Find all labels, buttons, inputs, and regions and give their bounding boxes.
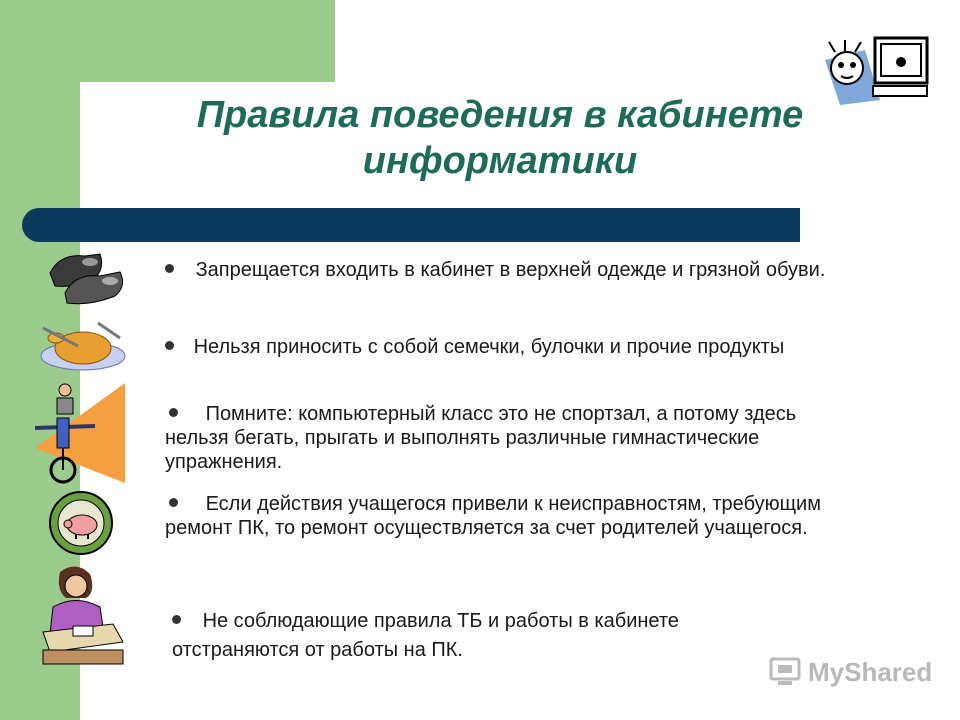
myshared-watermark — [768, 656, 932, 688]
rule-text-5: Не соблюдающие правила ТБ и работы в кабинете отстраняются от работы на ПК. — [172, 610, 679, 661]
roast-chicken-icon — [38, 318, 128, 373]
title-divider-bar — [22, 208, 800, 242]
bullet-icon — [172, 615, 181, 624]
rule-text-1: Запрещается входить в кабинет в верхней одежде и грязной обуви. — [195, 259, 826, 281]
watermark-text: MyShared — [808, 656, 933, 687]
white-corner-curve — [80, 82, 140, 142]
rule-item-5 — [172, 607, 802, 665]
slide-title — [140, 92, 860, 184]
rule-item-2 — [165, 335, 815, 359]
rule-text-2: Нельзя приносить с собой семечки, булочки и прочие продукты — [193, 336, 785, 358]
bullet-icon — [169, 408, 178, 417]
rule-item-3 — [165, 402, 845, 474]
bullet-icon — [169, 498, 178, 507]
acrobat-icon — [35, 378, 130, 488]
rule-item-4 — [165, 492, 825, 540]
rule-text-3: Помните: компьютерный класс это не спортзал, а потому здесь нельзя бегать, прыгать и выполнять различные гимнастические упражнения. — [165, 403, 797, 473]
myshared-logo-icon — [768, 656, 802, 688]
piggy-bank-icon — [48, 490, 114, 556]
rule-item-1 — [165, 258, 890, 282]
student-writing-icon — [38, 562, 126, 667]
title-line-2: информатики — [362, 140, 638, 182]
bullet-icon — [165, 264, 174, 273]
shoes-icon — [45, 248, 130, 306]
title-line-1: Правила поведения в кабинете — [196, 94, 804, 136]
computer-character-icon — [815, 30, 935, 105]
rule-text-4: Если действия учащегося привели к неисправностям, требующим ремонт ПК, то ремонт осуществляется за счет родителей учащегося. — [165, 493, 821, 539]
bullet-icon — [165, 341, 174, 350]
top-green-block — [0, 0, 335, 82]
